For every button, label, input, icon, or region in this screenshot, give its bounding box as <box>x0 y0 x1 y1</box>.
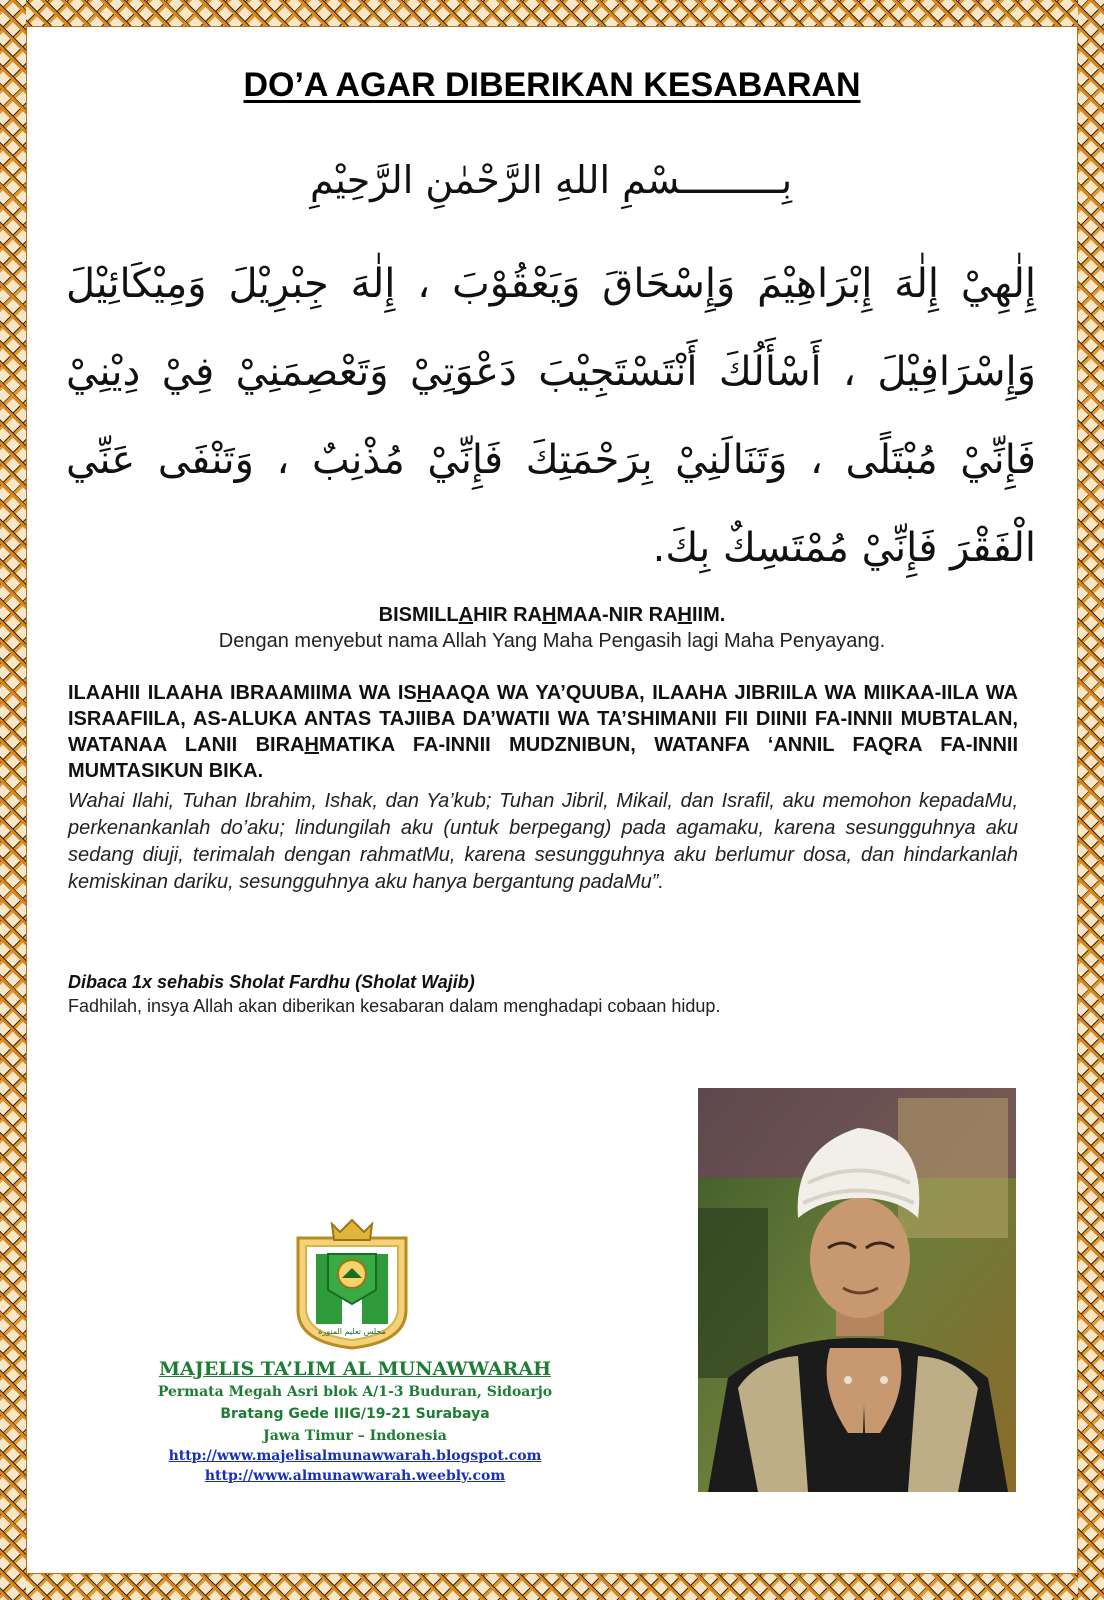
basmalah-underlined: H <box>677 604 692 626</box>
arabic-prayer-text: إِلٰهِيْ إِلٰهَ إِبْرَاهِيْمَ وَإِسْحَاقَ وَيَعْقُوْبَ ، إِلٰهَ جِبْرِيْلَ وَمِيْكَائِيْلَ وَإِسْرَافِيْلَ ، أَسْأَلُكَ أَنْتَسْتَجِيْبَ دَعْوَتِيْ وَتَعْصِمَنِيْ فِيْ دِيْنِيْ فَإِنِّيْ مُبْتَلًى ، وَتَنَالَنِيْ بِرَحْمَتِكَ فَإِنِّيْ مُذْنِبٌ ، وَتَنْفَى عَنِّي الْفَقْرَ فَإِنِّيْ مُمْتَسِكٌ بِكَ. <box>66 261 1036 571</box>
latin-part: ILAAHII ILAAHA IBRAAMIIMA WA IS <box>68 682 417 704</box>
border-left <box>0 0 26 1600</box>
latin-part: MATIKA FA-INNII MUDZNIBUN, WATANFA ‘ANNIL FAQRA FA-INNII MUMTASIKUN BIKA. <box>68 734 1019 782</box>
basmalah-part: IIM. <box>692 604 726 626</box>
border-top <box>0 0 1104 26</box>
organization-address-2: Bratang Gede IIIG/19-21 Surabaya <box>220 1406 490 1422</box>
border-bottom <box>0 1574 1104 1600</box>
basmalah-part: BISMILL <box>378 604 459 626</box>
basmalah-part: MAA-NIR RA <box>556 604 678 626</box>
basmalah-underlined: A <box>458 604 474 626</box>
praying-figure-photo <box>698 1088 1016 1492</box>
basmalah-transliteration <box>0 604 1104 627</box>
latin-underlined: H <box>304 734 319 756</box>
page-title: DO’A AGAR DIBERIKAN KESABARAN <box>243 66 861 104</box>
logo-caption: مجلس تعليم المنورة <box>318 1327 386 1336</box>
basmalah-part: HIR RA <box>473 604 542 626</box>
border-right <box>1078 0 1104 1600</box>
prayer-meaning: Wahai Ilahi, Tuhan Ibrahim, Ishak, dan Ya’kub; Tuhan Jibril, Mikail, dan Israfil, aku memohon kepadaMu, perkenankanlah do’aku; lindungilah aku (untuk berpegang) pada agamaku, karena sesungguhnya aku sedang diuji, terimalah dengan rahmatMu, karena sesungguhnya aku berlumur dosa, dan hindarkanlah kemiskinan dariku, sesungguhnya aku hanya bergantung padaMu”. <box>68 790 1018 893</box>
prayer-transliteration <box>68 680 1018 784</box>
latin-part: AAQA WA YA’QUUBA, ILAAHA JIBRIILA WA MIIKAA-IILA WA ISRAAFIILA, AS-ALUKA ANTAS TAJIIBA DA’WATII WA TA’SHIMANII FII DIINII FA-INNII MUBTALAN, WATANAA LANII BIRA <box>68 682 1018 756</box>
weebly-link[interactable]: http://www.almunawwarah.weebly.com <box>204 1468 506 1484</box>
reading-instruction: Dibaca 1x sehabis Sholat Fardhu (Sholat Wajib) <box>68 972 475 992</box>
latin-underlined: H <box>416 682 432 704</box>
virtue-note: Fadhilah, insya Allah akan diberikan kesabaran dalam menghadapi cobaan hidup. <box>68 996 721 1016</box>
blogspot-link[interactable]: http://www.majelisalmunawwarah.blogspot.com <box>168 1448 542 1464</box>
basmalah-underlined: H <box>542 604 557 626</box>
arabic-bismillah: بِـــــــــسْمِ اللهِ الرَّحْمٰنِ الرَّحِيْمِ <box>309 158 793 202</box>
basmalah-meaning: Dengan menyebut nama Allah Yang Maha Pengasih lagi Maha Penyayang. <box>218 630 886 652</box>
organization-address-1: Permata Megah Asri blok A/1-3 Buduran, Sidoarjo <box>157 1384 553 1400</box>
organization-address-3: Jawa Timur – Indonesia <box>263 1428 447 1444</box>
organization-name: MAJELIS TA’LIM AL MUNAWWARAH <box>158 1358 552 1380</box>
majelis-logo-icon <box>288 1210 416 1350</box>
